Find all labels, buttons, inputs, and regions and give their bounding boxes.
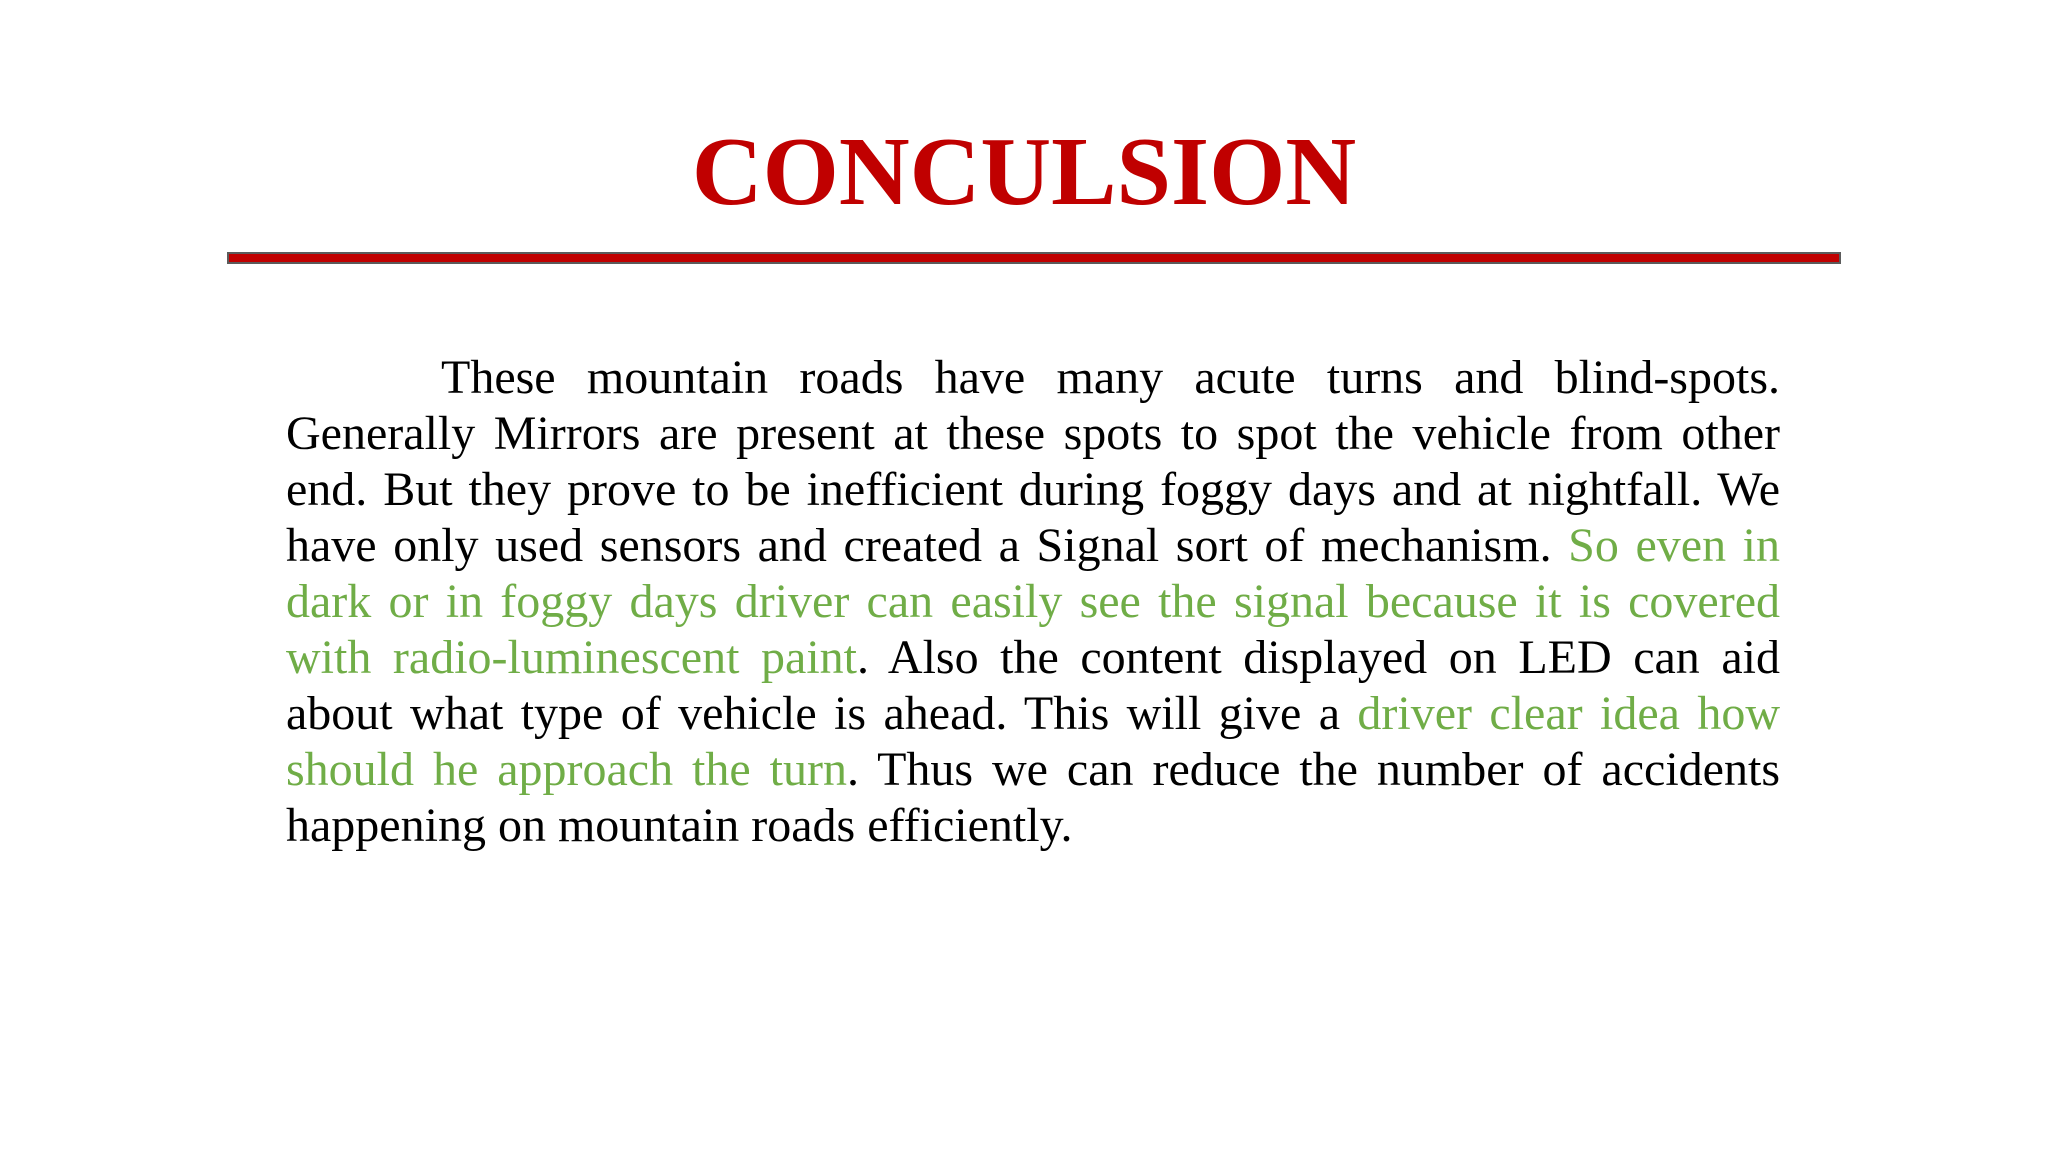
title-divider xyxy=(227,252,1841,264)
paragraph-segment: . Thus we can reduce the number of accidents happening on mountain roads efficiently. xyxy=(286,743,1780,852)
paragraph-segment: These mountain roads have many acute turns and blind-spots. Generally Mirrors are present at these spots to spot the vehicle from other end. But they prove to be inefficient during foggy days and at nightfall. We have only used sensors and created a Signal sort of mechanism. xyxy=(286,351,1780,572)
slide-title: CONCULSION xyxy=(691,118,1357,226)
paragraph-highlight: driver clear idea how should he approach the turn xyxy=(286,687,1781,796)
paragraph-segment: . Also the content displayed on LED can aid about what type of vehicle is ahead. This will give a xyxy=(286,631,1781,740)
paragraph-highlight: So even in dark or in foggy days driver can easily see the signal because it is covered with radio-luminescent paint xyxy=(286,519,1780,684)
conclusion-paragraph xyxy=(286,350,1780,854)
